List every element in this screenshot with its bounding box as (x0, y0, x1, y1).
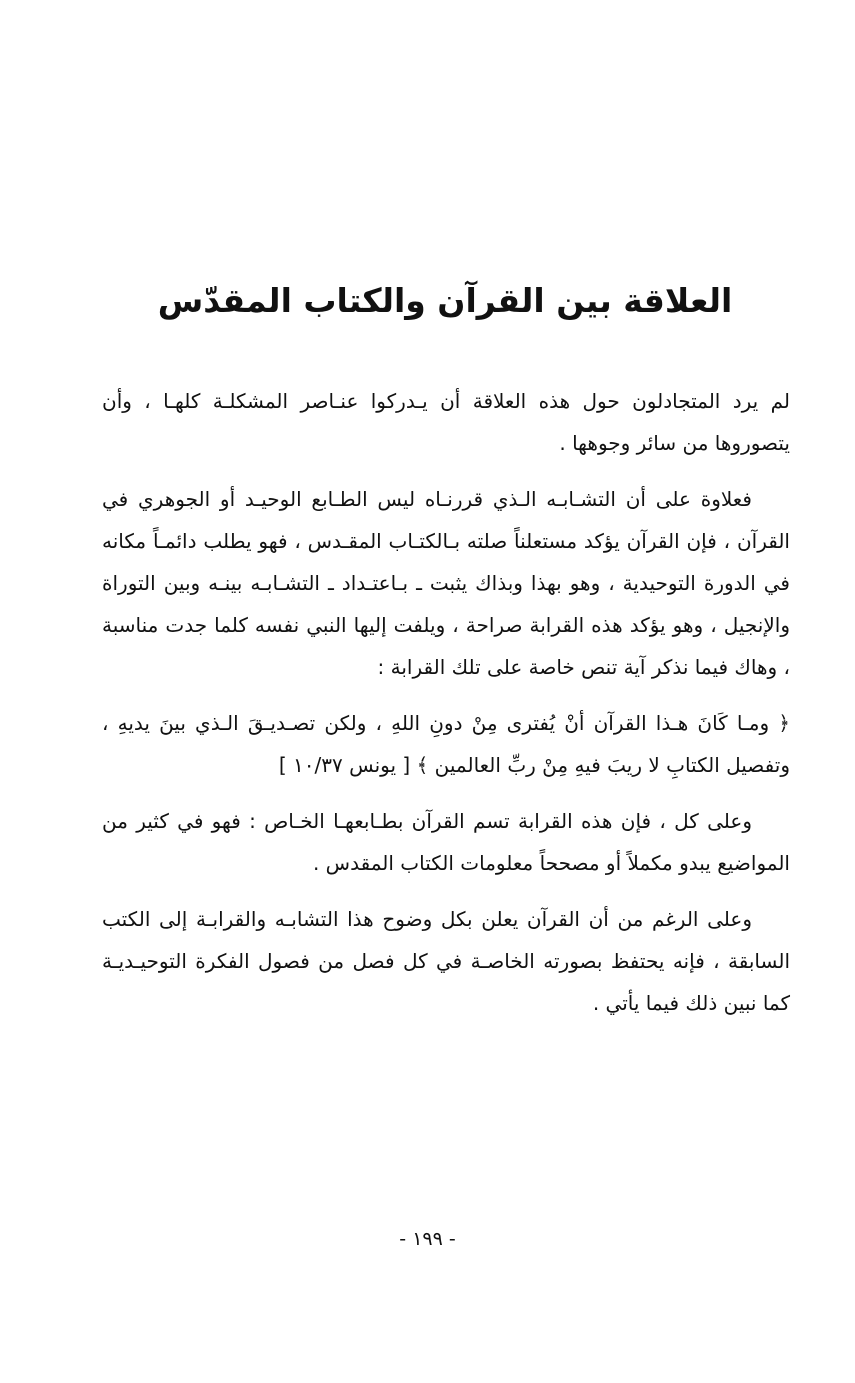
paragraph-1: لم يرد المتجادلون حول هذه العلاقة أن يـدركوا عنـاصر المشكلـة كلهـا ، وأن يتصوروها من سائر وجوهها . (102, 389, 790, 455)
chapter-title: العلاقة بين القرآن والكتاب المقدّس (157, 281, 733, 320)
body-text (102, 380, 790, 1038)
quran-verse-quote: ﴿ ومـا كَانَ هـذا القرآن أنْ يُفترى مِنْ دونِ اللهِ ، ولكن تصـديـقَ الـذي بينَ يديهِ ، وتفصيل الكتابِ لا ريبَ فيهِ مِنْ ربِّ العالمين ﴾ [ يونس ١٠/٣٧ ] (102, 711, 790, 777)
paragraph-4: وعلى الرغم من أن القرآن يعلن بكل وضوح هذا التشابـه والقرابـة إلى الكتب السابقة ، فإنه يحتفظ بصورته الخاصـة في كل فصل من فصول الفكرة التوحيـديـة كما نبين ذلك فيما يأتي . (102, 907, 790, 1015)
paragraph-2: فعلاوة على أن التشـابـه الـذي قررنـاه ليس الطـابع الوحيـد أو الجوهري في القرآن ، فإن القرآن يؤكد مستعلناً صلته بـالكتـاب المقـدس ، فهو يطلب دائمـاً مكانه في الدورة التوحيدية ، وهو بهذا وبذاك يثبت ـ بـاعتـداد ـ التشـابـه بينـه وبين التوراة والإنجيل ، وهو يؤكد هذه القرابة صراحة ، ويلفت إليها النبي نفسه كلما جدت مناسبة ، وهاك فيما نذكر آية تنص خاصة على تلك القرابة : (102, 487, 790, 679)
page-number: - ١٩٩ - (399, 1228, 456, 1250)
paragraph-3: وعلى كل ، فإن هذه القرابة تسم القرآن بطـابعهـا الخـاص : فهو في كثير من المواضيع يبدو مكملاً أو مصححاً معلومات الكتاب المقدس . (102, 809, 790, 875)
